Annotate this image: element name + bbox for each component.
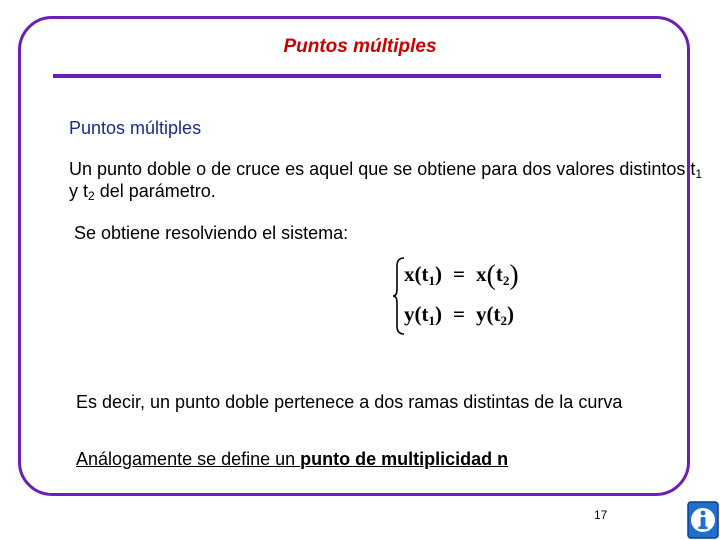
multiplicity-text: Análogamente se define un bbox=[76, 449, 301, 469]
equals-sign: = bbox=[453, 262, 465, 286]
definition-text-b: y t bbox=[69, 181, 89, 201]
slide-frame bbox=[18, 16, 690, 496]
equation-system bbox=[392, 256, 572, 336]
double-point-explanation: Es decir, un punto doble pertenece a dos ramas distintas de la curva bbox=[76, 392, 623, 412]
equation-y-lhs: $y(t_1)$ bbox=[404, 302, 442, 328]
subscript-2: 2 bbox=[88, 189, 95, 203]
section-heading: Puntos múltiples bbox=[69, 118, 202, 138]
equation-x-lhs: $x(t_1)$ bbox=[404, 262, 442, 288]
info-icon[interactable] bbox=[686, 500, 720, 540]
system-intro: Se obtiene resolviendo el sistema: bbox=[74, 223, 349, 243]
slide-title: Puntos múltiples bbox=[283, 36, 437, 57]
definition-paragraph bbox=[69, 158, 709, 202]
equation-y-rhs: $y(t_2)$ bbox=[476, 302, 514, 328]
multiplicity-term: punto de multiplicidad n bbox=[300, 449, 509, 469]
definition-text-a: Un punto doble o de cruce es aquel que se obtiene para dos valores distintos t bbox=[69, 159, 696, 179]
equation-x-rhs: $x(t_2)$ bbox=[476, 260, 519, 291]
title-divider bbox=[53, 74, 661, 78]
equation-x bbox=[404, 260, 519, 292]
definition-text-c: del parámetro. bbox=[94, 181, 216, 201]
equals-sign: = bbox=[453, 302, 465, 326]
subscript-1: 1 bbox=[695, 167, 703, 181]
page-number: 17 bbox=[594, 508, 608, 522]
equation-y bbox=[404, 302, 514, 327]
multiplicity-definition bbox=[76, 448, 508, 470]
